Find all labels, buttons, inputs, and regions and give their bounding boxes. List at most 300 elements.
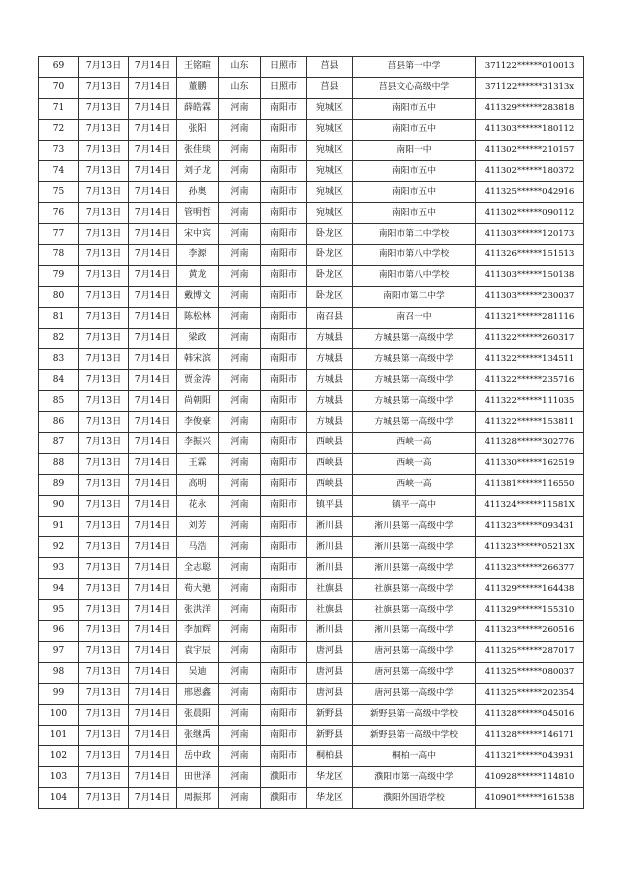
arrival-date-cell: 7月13日: [79, 433, 129, 454]
student-name-cell: 邢恩鑫: [177, 683, 219, 704]
table-row: [39, 433, 584, 454]
city-cell: 南阳市: [261, 516, 307, 537]
row-number-cell: 84: [39, 370, 79, 391]
school-cell: 方城县第一高级中学: [353, 370, 476, 391]
county-cell: 方城县: [307, 370, 353, 391]
arrival-date-cell: 7月13日: [79, 683, 129, 704]
departure-date-cell: 7月14日: [129, 788, 177, 809]
id-number-cell: 411322******111035: [476, 391, 584, 412]
id-number-cell: 410928******114810: [476, 767, 584, 788]
departure-date-cell: 7月14日: [129, 537, 177, 558]
row-number-cell: 69: [39, 57, 79, 78]
student-name-cell: 田世泽: [177, 767, 219, 788]
county-cell: 方城县: [307, 412, 353, 433]
departure-date-cell: 7月14日: [129, 391, 177, 412]
id-number-cell: 411303******120173: [476, 224, 584, 245]
student-name-cell: 陈松林: [177, 307, 219, 328]
id-number-cell: 411328******045016: [476, 704, 584, 725]
student-name-cell: 全志聪: [177, 558, 219, 579]
id-number-cell: 411321******281116: [476, 307, 584, 328]
province-cell: 河南: [219, 370, 261, 391]
id-number-cell: 411303******230037: [476, 286, 584, 307]
arrival-date-cell: 7月13日: [79, 725, 129, 746]
id-number-cell: 411328******146171: [476, 725, 584, 746]
departure-date-cell: 7月14日: [129, 328, 177, 349]
row-number-cell: 97: [39, 641, 79, 662]
arrival-date-cell: 7月13日: [79, 203, 129, 224]
id-number-cell: 411324******11581X: [476, 495, 584, 516]
table-row: [39, 245, 584, 266]
arrival-date-cell: 7月13日: [79, 579, 129, 600]
city-cell: 南阳市: [261, 662, 307, 683]
id-number-cell: 411323******260516: [476, 621, 584, 642]
county-cell: 淅川县: [307, 516, 353, 537]
student-name-cell: 黄龙: [177, 265, 219, 286]
province-cell: 河南: [219, 767, 261, 788]
departure-date-cell: 7月14日: [129, 412, 177, 433]
school-cell: 濮阳外国语学校: [353, 788, 476, 809]
arrival-date-cell: 7月13日: [79, 495, 129, 516]
student-name-cell: 高明: [177, 474, 219, 495]
province-cell: 河南: [219, 683, 261, 704]
departure-date-cell: 7月14日: [129, 579, 177, 600]
school-cell: 南阳市五中: [353, 161, 476, 182]
province-cell: 河南: [219, 433, 261, 454]
county-cell: 宛城区: [307, 119, 353, 140]
school-cell: 唐河县第一高级中学: [353, 641, 476, 662]
arrival-date-cell: 7月13日: [79, 182, 129, 203]
departure-date-cell: 7月14日: [129, 662, 177, 683]
table-row: [39, 203, 584, 224]
arrival-date-cell: 7月13日: [79, 474, 129, 495]
table-row: [39, 391, 584, 412]
county-cell: 社旗县: [307, 600, 353, 621]
arrival-date-cell: 7月13日: [79, 558, 129, 579]
student-name-cell: 董鹏: [177, 77, 219, 98]
table-row: [39, 683, 584, 704]
table-row: [39, 767, 584, 788]
city-cell: 南阳市: [261, 328, 307, 349]
table-row: [39, 516, 584, 537]
id-number-cell: 411329******283818: [476, 98, 584, 119]
table-row: [39, 725, 584, 746]
city-cell: 日照市: [261, 57, 307, 78]
school-cell: 社旗县第一高级中学: [353, 579, 476, 600]
county-cell: 宛城区: [307, 140, 353, 161]
departure-date-cell: 7月14日: [129, 474, 177, 495]
arrival-date-cell: 7月13日: [79, 453, 129, 474]
arrival-date-cell: 7月13日: [79, 641, 129, 662]
arrival-date-cell: 7月13日: [79, 286, 129, 307]
table-row: [39, 77, 584, 98]
school-cell: 南阳市第八中学校: [353, 245, 476, 266]
city-cell: 南阳市: [261, 453, 307, 474]
province-cell: 河南: [219, 98, 261, 119]
city-cell: 南阳市: [261, 579, 307, 600]
roster-body: [39, 57, 584, 809]
table-row: [39, 98, 584, 119]
student-name-cell: 梁政: [177, 328, 219, 349]
student-name-cell: 周振邦: [177, 788, 219, 809]
departure-date-cell: 7月14日: [129, 245, 177, 266]
departure-date-cell: 7月14日: [129, 119, 177, 140]
student-name-cell: 尚朝阳: [177, 391, 219, 412]
school-cell: 南阳市五中: [353, 182, 476, 203]
school-cell: 南阳市五中: [353, 203, 476, 224]
student-name-cell: 韩宋滨: [177, 349, 219, 370]
student-name-cell: 刘子龙: [177, 161, 219, 182]
county-cell: 桐柏县: [307, 746, 353, 767]
arrival-date-cell: 7月13日: [79, 265, 129, 286]
arrival-date-cell: 7月13日: [79, 767, 129, 788]
departure-date-cell: 7月14日: [129, 433, 177, 454]
row-number-cell: 71: [39, 98, 79, 119]
row-number-cell: 89: [39, 474, 79, 495]
county-cell: 卧龙区: [307, 245, 353, 266]
arrival-date-cell: 7月13日: [79, 621, 129, 642]
county-cell: 西峡县: [307, 453, 353, 474]
arrival-date-cell: 7月13日: [79, 77, 129, 98]
school-cell: 莒县文心高级中学: [353, 77, 476, 98]
table-row: [39, 474, 584, 495]
city-cell: 南阳市: [261, 704, 307, 725]
student-name-cell: 张洪洋: [177, 600, 219, 621]
city-cell: 南阳市: [261, 683, 307, 704]
id-number-cell: 411323******05213X: [476, 537, 584, 558]
departure-date-cell: 7月14日: [129, 57, 177, 78]
arrival-date-cell: 7月13日: [79, 704, 129, 725]
table-row: [39, 621, 584, 642]
school-cell: 西峡一高: [353, 474, 476, 495]
school-cell: 淅川县第一高级中学: [353, 558, 476, 579]
table-row: [39, 453, 584, 474]
student-name-cell: 张阳: [177, 119, 219, 140]
id-number-cell: 411302******210157: [476, 140, 584, 161]
id-number-cell: 410901******161538: [476, 788, 584, 809]
city-cell: 南阳市: [261, 391, 307, 412]
departure-date-cell: 7月14日: [129, 286, 177, 307]
county-cell: 淅川县: [307, 558, 353, 579]
departure-date-cell: 7月14日: [129, 307, 177, 328]
county-cell: 卧龙区: [307, 286, 353, 307]
province-cell: 河南: [219, 788, 261, 809]
table-row: [39, 265, 584, 286]
row-number-cell: 82: [39, 328, 79, 349]
city-cell: 南阳市: [261, 474, 307, 495]
id-number-cell: 411325******080037: [476, 662, 584, 683]
county-cell: 社旗县: [307, 579, 353, 600]
school-cell: 西峡一高: [353, 433, 476, 454]
departure-date-cell: 7月14日: [129, 349, 177, 370]
province-cell: 河南: [219, 328, 261, 349]
departure-date-cell: 7月14日: [129, 558, 177, 579]
row-number-cell: 80: [39, 286, 79, 307]
county-cell: 西峡县: [307, 433, 353, 454]
id-number-cell: 411322******260317: [476, 328, 584, 349]
province-cell: 河南: [219, 558, 261, 579]
county-cell: 唐河县: [307, 662, 353, 683]
school-cell: 方城县第一高级中学: [353, 328, 476, 349]
city-cell: 日照市: [261, 77, 307, 98]
province-cell: 河南: [219, 704, 261, 725]
province-cell: 河南: [219, 203, 261, 224]
city-cell: 南阳市: [261, 558, 307, 579]
school-cell: 南阳市五中: [353, 98, 476, 119]
table-row: [39, 182, 584, 203]
arrival-date-cell: 7月13日: [79, 140, 129, 161]
county-cell: 淅川县: [307, 537, 353, 558]
table-row: [39, 746, 584, 767]
province-cell: 河南: [219, 265, 261, 286]
province-cell: 河南: [219, 349, 261, 370]
province-cell: 河南: [219, 495, 261, 516]
student-name-cell: 李俊豪: [177, 412, 219, 433]
school-cell: 南阳市第八中学校: [353, 265, 476, 286]
id-number-cell: 411321******043931: [476, 746, 584, 767]
departure-date-cell: 7月14日: [129, 182, 177, 203]
departure-date-cell: 7月14日: [129, 621, 177, 642]
city-cell: 南阳市: [261, 224, 307, 245]
row-number-cell: 86: [39, 412, 79, 433]
student-name-cell: 王霖: [177, 453, 219, 474]
city-cell: 南阳市: [261, 621, 307, 642]
departure-date-cell: 7月14日: [129, 767, 177, 788]
city-cell: 南阳市: [261, 140, 307, 161]
id-number-cell: 411323******266377: [476, 558, 584, 579]
county-cell: 方城县: [307, 328, 353, 349]
city-cell: 南阳市: [261, 537, 307, 558]
table-row: [39, 57, 584, 78]
row-number-cell: 102: [39, 746, 79, 767]
departure-date-cell: 7月14日: [129, 265, 177, 286]
row-number-cell: 94: [39, 579, 79, 600]
city-cell: 南阳市: [261, 433, 307, 454]
school-cell: 新野县第一高级中学校: [353, 725, 476, 746]
school-cell: 方城县第一高级中学: [353, 412, 476, 433]
county-cell: 宛城区: [307, 161, 353, 182]
county-cell: 莒县: [307, 57, 353, 78]
county-cell: 镇平县: [307, 495, 353, 516]
row-number-cell: 77: [39, 224, 79, 245]
school-cell: 唐河县第一高级中学: [353, 662, 476, 683]
province-cell: 河南: [219, 161, 261, 182]
id-number-cell: 411303******180112: [476, 119, 584, 140]
province-cell: 河南: [219, 286, 261, 307]
row-number-cell: 81: [39, 307, 79, 328]
arrival-date-cell: 7月13日: [79, 412, 129, 433]
departure-date-cell: 7月14日: [129, 370, 177, 391]
row-number-cell: 91: [39, 516, 79, 537]
county-cell: 方城县: [307, 391, 353, 412]
school-cell: 唐河县第一高级中学: [353, 683, 476, 704]
departure-date-cell: 7月14日: [129, 224, 177, 245]
student-name-cell: 孙奥: [177, 182, 219, 203]
city-cell: 南阳市: [261, 98, 307, 119]
county-cell: 新野县: [307, 704, 353, 725]
county-cell: 卧龙区: [307, 265, 353, 286]
id-number-cell: 371122******010013: [476, 57, 584, 78]
row-number-cell: 98: [39, 662, 79, 683]
id-number-cell: 411322******153811: [476, 412, 584, 433]
table-row: [39, 161, 584, 182]
row-number-cell: 93: [39, 558, 79, 579]
school-cell: 淅川县第一高级中学: [353, 621, 476, 642]
student-name-cell: 薛皓霖: [177, 98, 219, 119]
departure-date-cell: 7月14日: [129, 641, 177, 662]
student-name-cell: 荀大驰: [177, 579, 219, 600]
province-cell: 河南: [219, 516, 261, 537]
row-number-cell: 85: [39, 391, 79, 412]
table-row: [39, 307, 584, 328]
county-cell: 淅川县: [307, 621, 353, 642]
student-name-cell: 岳中政: [177, 746, 219, 767]
student-name-cell: 宋中宾: [177, 224, 219, 245]
table-row: [39, 370, 584, 391]
row-number-cell: 79: [39, 265, 79, 286]
departure-date-cell: 7月14日: [129, 600, 177, 621]
table-row: [39, 495, 584, 516]
id-number-cell: 411325******202354: [476, 683, 584, 704]
arrival-date-cell: 7月13日: [79, 57, 129, 78]
student-name-cell: 贾金涛: [177, 370, 219, 391]
row-number-cell: 74: [39, 161, 79, 182]
row-number-cell: 90: [39, 495, 79, 516]
city-cell: 南阳市: [261, 265, 307, 286]
table-row: [39, 704, 584, 725]
table-row: [39, 537, 584, 558]
arrival-date-cell: 7月13日: [79, 119, 129, 140]
school-cell: 社旗县第一高级中学: [353, 600, 476, 621]
school-cell: 新野县第一高级中学校: [353, 704, 476, 725]
county-cell: 宛城区: [307, 203, 353, 224]
arrival-date-cell: 7月13日: [79, 98, 129, 119]
arrival-date-cell: 7月13日: [79, 788, 129, 809]
county-cell: 新野县: [307, 725, 353, 746]
table-row: [39, 641, 584, 662]
departure-date-cell: 7月14日: [129, 704, 177, 725]
arrival-date-cell: 7月13日: [79, 746, 129, 767]
row-number-cell: 75: [39, 182, 79, 203]
id-number-cell: 411326******151513: [476, 245, 584, 266]
county-cell: 华龙区: [307, 788, 353, 809]
table-row: [39, 286, 584, 307]
county-cell: 莒县: [307, 77, 353, 98]
arrival-date-cell: 7月13日: [79, 537, 129, 558]
departure-date-cell: 7月14日: [129, 453, 177, 474]
row-number-cell: 101: [39, 725, 79, 746]
county-cell: 西峡县: [307, 474, 353, 495]
city-cell: 南阳市: [261, 495, 307, 516]
school-cell: 西峡一高: [353, 453, 476, 474]
school-cell: 桐柏一高中: [353, 746, 476, 767]
province-cell: 山东: [219, 77, 261, 98]
table-row: [39, 119, 584, 140]
county-cell: 唐河县: [307, 641, 353, 662]
table-row: [39, 788, 584, 809]
province-cell: 河南: [219, 725, 261, 746]
city-cell: 南阳市: [261, 349, 307, 370]
province-cell: 河南: [219, 391, 261, 412]
school-cell: 方城县第一高级中学: [353, 391, 476, 412]
id-number-cell: 411329******164438: [476, 579, 584, 600]
table-row: [39, 600, 584, 621]
id-number-cell: 411328******302776: [476, 433, 584, 454]
row-number-cell: 100: [39, 704, 79, 725]
row-number-cell: 73: [39, 140, 79, 161]
province-cell: 河南: [219, 746, 261, 767]
arrival-date-cell: 7月13日: [79, 307, 129, 328]
arrival-date-cell: 7月13日: [79, 600, 129, 621]
row-number-cell: 87: [39, 433, 79, 454]
province-cell: 河南: [219, 641, 261, 662]
province-cell: 河南: [219, 140, 261, 161]
row-number-cell: 78: [39, 245, 79, 266]
id-number-cell: 411325******287017: [476, 641, 584, 662]
departure-date-cell: 7月14日: [129, 683, 177, 704]
row-number-cell: 83: [39, 349, 79, 370]
id-number-cell: 411302******180372: [476, 161, 584, 182]
city-cell: 南阳市: [261, 746, 307, 767]
student-name-cell: 李振兴: [177, 433, 219, 454]
province-cell: 河南: [219, 224, 261, 245]
province-cell: 河南: [219, 621, 261, 642]
city-cell: 南阳市: [261, 203, 307, 224]
table-row: [39, 328, 584, 349]
row-number-cell: 96: [39, 621, 79, 642]
school-cell: 镇平一高中: [353, 495, 476, 516]
id-number-cell: 411323******093431: [476, 516, 584, 537]
county-cell: 宛城区: [307, 98, 353, 119]
county-cell: 卧龙区: [307, 224, 353, 245]
row-number-cell: 99: [39, 683, 79, 704]
province-cell: 山东: [219, 57, 261, 78]
city-cell: 南阳市: [261, 161, 307, 182]
student-name-cell: 刘芳: [177, 516, 219, 537]
table-row: [39, 662, 584, 683]
table-row: [39, 140, 584, 161]
county-cell: 宛城区: [307, 182, 353, 203]
id-number-cell: 411325******042916: [476, 182, 584, 203]
departure-date-cell: 7月14日: [129, 140, 177, 161]
id-number-cell: 411330******162519: [476, 453, 584, 474]
table-row: [39, 224, 584, 245]
row-number-cell: 103: [39, 767, 79, 788]
id-number-cell: 411322******235716: [476, 370, 584, 391]
school-cell: 濮阳市第一高级中学: [353, 767, 476, 788]
arrival-date-cell: 7月13日: [79, 370, 129, 391]
id-number-cell: 371122******31313x: [476, 77, 584, 98]
student-name-cell: 花永: [177, 495, 219, 516]
arrival-date-cell: 7月13日: [79, 349, 129, 370]
school-cell: 莒县第一中学: [353, 57, 476, 78]
school-cell: 南阳一中: [353, 140, 476, 161]
departure-date-cell: 7月14日: [129, 746, 177, 767]
table-row: [39, 558, 584, 579]
province-cell: 河南: [219, 537, 261, 558]
student-name-cell: 吴迪: [177, 662, 219, 683]
id-number-cell: 411303******150138: [476, 265, 584, 286]
school-cell: 南阳市第二中学校: [353, 224, 476, 245]
city-cell: 南阳市: [261, 286, 307, 307]
school-cell: 方城县第一高级中学: [353, 349, 476, 370]
county-cell: 南召县: [307, 307, 353, 328]
id-number-cell: 411381******116550: [476, 474, 584, 495]
departure-date-cell: 7月14日: [129, 203, 177, 224]
roster-table: [38, 56, 584, 809]
arrival-date-cell: 7月13日: [79, 245, 129, 266]
table-row: [39, 412, 584, 433]
id-number-cell: 411302******090112: [476, 203, 584, 224]
